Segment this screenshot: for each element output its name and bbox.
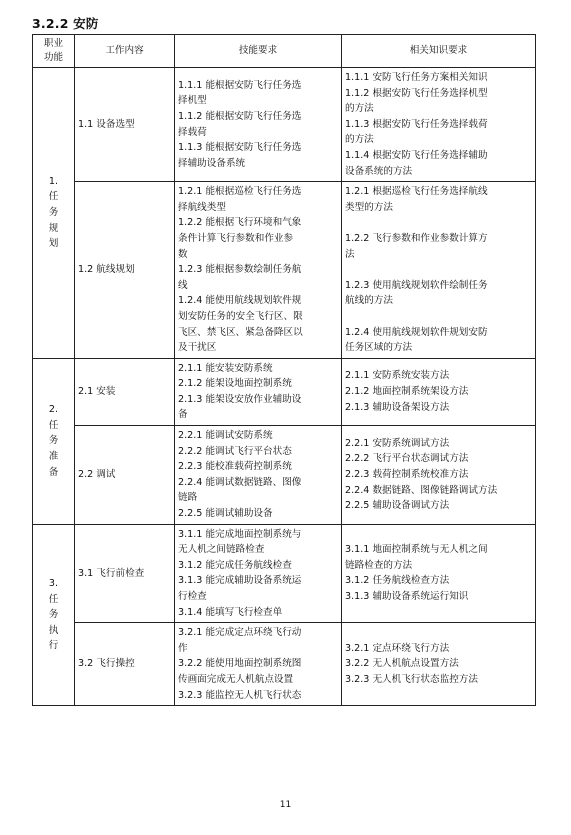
knowledge-line: 2.2.3 载荷控制系统校准方法 <box>345 469 469 481</box>
skill-line: 1.1.3 能根据安防飞行任务选 <box>178 142 302 154</box>
section-heading: 3.2.2 安防 <box>32 16 99 31</box>
header-function: 职业 功能 <box>33 35 75 68</box>
knowledge-line <box>345 215 532 231</box>
skill-line: 2.2.3 能校准载荷控制系统 <box>178 461 292 473</box>
knowledge-line: 链路检查的方法 <box>345 559 413 571</box>
skill-line: 择机型 <box>178 95 207 107</box>
skill-line: 线 <box>178 279 188 291</box>
work-content-cell: 1.2 航线规划 <box>75 182 175 359</box>
function-label-char: 规 <box>48 222 59 234</box>
function-label-char: 任 <box>48 419 59 431</box>
header-knowledge: 相关知识要求 <box>342 35 536 68</box>
skill-line: 择载荷 <box>178 126 207 138</box>
skill-requirements-cell <box>175 623 342 706</box>
skill-line: 2.2.5 能调试辅助设备 <box>178 508 273 520</box>
skill-line: 1.2.3 能根据参数绘制任务航 <box>178 264 302 276</box>
knowledge-line: 2.2.4 数据链路、图像链路调试方法 <box>345 484 498 496</box>
skill-line: 3.1.3 能完成辅助设备系统运 <box>178 575 302 587</box>
work-content-cell: 3.2 飞行操控 <box>75 623 175 706</box>
table-row <box>33 182 536 359</box>
skill-line: 及干扰区 <box>178 342 217 354</box>
header-skills: 技能要求 <box>175 35 342 68</box>
skill-line: 1.1.2 能根据安防飞行任务选 <box>178 110 302 122</box>
work-content-cell: 3.1 飞行前检查 <box>75 524 175 623</box>
skill-line: 2.1.3 能架设安放作业辅助设 <box>178 393 302 405</box>
skill-line: 3.1.1 能完成地面控制系统与 <box>178 528 302 540</box>
table-header-row <box>33 35 536 68</box>
skill-requirements-cell <box>175 182 342 359</box>
function-cell <box>33 524 75 706</box>
knowledge-requirements-cell <box>342 623 536 706</box>
skill-line: 2.1.2 能架设地面控制系统 <box>178 378 292 390</box>
page-number: 11 <box>279 800 292 810</box>
knowledge-line: 的方法 <box>345 103 374 115</box>
knowledge-line: 2.2.5 辅助设备调试方法 <box>345 500 450 512</box>
skill-line: 1.1.1 能根据安防飞行任务选 <box>178 79 302 91</box>
knowledge-requirements-cell <box>342 358 536 425</box>
skill-line: 2.2.4 能调试数据链路、图像 <box>178 476 302 488</box>
table-row <box>33 358 536 425</box>
function-label-char: 务 <box>48 435 59 447</box>
skill-requirements-cell <box>175 68 342 182</box>
function-label-char: 执 <box>48 624 59 636</box>
work-content-cell: 2.1 安装 <box>75 358 175 425</box>
skill-line: 3.1.2 能完成任务航线检查 <box>178 559 292 571</box>
skill-line: 条件计算飞行参数和作业参 <box>178 232 294 244</box>
knowledge-line: 航线的方法 <box>345 295 393 307</box>
knowledge-line: 2.1.3 辅助设备架设方法 <box>345 401 450 413</box>
knowledge-line: 2.1.1 安防系统安装方法 <box>345 370 450 382</box>
function-label-char: 3. <box>48 577 59 589</box>
function-label-char: 务 <box>48 207 59 219</box>
knowledge-requirements-cell <box>342 426 536 525</box>
function-label-char: 行 <box>48 640 59 652</box>
knowledge-line: 1.2.4 使用航线规划软件规划安防 <box>345 326 488 338</box>
skill-line: 数 <box>178 248 188 260</box>
knowledge-line: 2.2.2 飞行平台状态调试方法 <box>345 453 469 465</box>
skill-line: 链路 <box>178 492 198 504</box>
knowledge-line: 2.2.1 安防系统调试方法 <box>345 437 450 449</box>
table-row <box>33 68 536 182</box>
skill-line: 择航线类型 <box>178 201 226 213</box>
skill-line: 备 <box>178 409 188 421</box>
knowledge-line: 的方法 <box>345 134 374 146</box>
skill-line: 无人机之间链路检查 <box>178 544 265 556</box>
skill-line: 划安防任务的安全飞行区、限 <box>178 310 303 322</box>
function-cell <box>33 358 75 524</box>
knowledge-line: 3.2.3 无人机飞行状态监控方法 <box>345 673 478 685</box>
skill-line: 行检查 <box>178 591 207 602</box>
knowledge-line: 3.2.1 定点环绕飞行方法 <box>345 642 450 654</box>
skill-line: 1.2.4 能使用航线规划软件规 <box>178 295 302 307</box>
knowledge-line <box>345 262 532 278</box>
work-content-cell: 1.1 设备选型 <box>75 68 175 182</box>
skill-line: 作 <box>178 642 188 654</box>
skill-line: 3.2.1 能完成定点环绕飞行动 <box>178 627 302 639</box>
work-content-cell: 2.2 调试 <box>75 426 175 525</box>
skill-line: 3.2.2 能使用地面控制系统图 <box>178 658 302 670</box>
function-cell <box>33 68 75 359</box>
function-label-char: 任 <box>48 191 59 203</box>
function-label-char: 准 <box>48 450 59 462</box>
knowledge-line: 1.1.4 根据安防飞行任务选择辅助 <box>345 149 488 161</box>
knowledge-requirements-cell <box>342 182 536 359</box>
skill-line: 3.2.3 能监控无人机飞行状态 <box>178 689 302 701</box>
function-label-char: 备 <box>48 466 59 478</box>
skill-line: 传画面完成无人机航点设置 <box>178 673 294 685</box>
skill-line: 飞区、禁飞区、紧急备降区以 <box>178 326 303 338</box>
knowledge-line: 1.1.1 安防飞行任务方案相关知识 <box>345 72 488 83</box>
knowledge-line <box>345 309 532 325</box>
skill-requirements-cell <box>175 426 342 525</box>
table-row <box>33 524 536 623</box>
knowledge-line: 3.1.3 辅助设备系统运行知识 <box>345 591 469 602</box>
skill-line: 2.1.1 能安装安防系统 <box>178 362 273 374</box>
knowledge-line: 1.1.2 根据安防飞行任务选择机型 <box>345 87 488 99</box>
function-label-char: 务 <box>48 609 59 621</box>
knowledge-line: 3.1.1 地面控制系统与无人机之间 <box>345 544 488 556</box>
knowledge-line: 1.1.3 根据安防飞行任务选择载荷 <box>345 118 488 130</box>
header-content: 工作内容 <box>75 35 175 68</box>
skill-line: 择辅助设备系统 <box>178 157 246 169</box>
knowledge-requirements-cell <box>342 68 536 182</box>
skill-line: 1.2.2 能根据飞行环境和气象 <box>178 217 302 229</box>
function-label-char: 任 <box>48 593 59 605</box>
knowledge-line: 3.1.2 任务航线检查方法 <box>345 575 450 587</box>
table-row <box>33 623 536 706</box>
skill-line: 1.2.1 能根据巡检飞行任务选 <box>178 186 302 198</box>
knowledge-requirements-cell <box>342 524 536 623</box>
knowledge-line: 1.2.2 飞行参数和作业参数计算方 <box>345 232 488 244</box>
skill-requirements-cell <box>175 358 342 425</box>
function-label-char: 1. <box>48 175 59 187</box>
knowledge-line: 1.2.3 使用航线规划软件绘制任务 <box>345 279 488 291</box>
function-label-char: 2. <box>48 404 59 416</box>
function-label-char: 划 <box>48 238 59 250</box>
skill-requirements-cell <box>175 524 342 623</box>
knowledge-line: 法 <box>345 248 355 260</box>
skill-line: 2.2.1 能调试安防系统 <box>178 430 273 442</box>
skills-table <box>32 34 536 706</box>
table-row <box>33 426 536 525</box>
knowledge-line: 类型的方法 <box>345 201 393 213</box>
knowledge-line: 2.1.2 地面控制系统架设方法 <box>345 386 469 398</box>
skill-line: 3.1.4 能填写飞行检查单 <box>178 606 283 618</box>
knowledge-line: 3.2.2 无人机航点设置方法 <box>345 658 459 670</box>
skill-line: 2.2.2 能调试飞行平台状态 <box>178 445 292 457</box>
knowledge-line: 任务区域的方法 <box>345 342 413 354</box>
knowledge-line: 1.2.1 根据巡检飞行任务选择航线 <box>345 186 488 198</box>
knowledge-line: 设备系统的方法 <box>345 165 413 177</box>
